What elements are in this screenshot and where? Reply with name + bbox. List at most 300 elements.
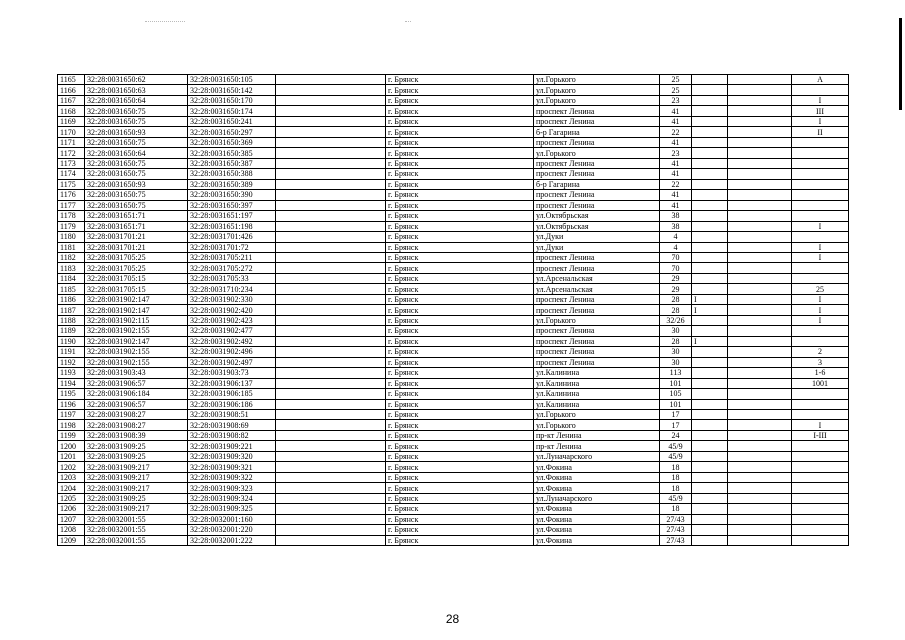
empty-cell (728, 514, 792, 524)
street-cell: ул.Горького (534, 410, 660, 420)
row-number-cell: 1193 (58, 368, 85, 378)
row-number-cell: 1202 (58, 462, 85, 472)
house-number-cell: 41 (660, 158, 692, 168)
table-row (58, 451, 849, 461)
side-mark-cell (692, 106, 728, 116)
empty-cell (276, 127, 386, 137)
premises-cell (792, 399, 849, 409)
side-mark-cell (692, 158, 728, 168)
object-cadastral-number-cell: 32:28:0031902:492 (188, 336, 276, 346)
city-cell: г. Брянск (386, 158, 534, 168)
house-number-cell: 41 (660, 137, 692, 147)
city-cell: г. Брянск (386, 441, 534, 451)
city-cell: г. Брянск (386, 221, 534, 231)
house-number-cell: 41 (660, 200, 692, 210)
empty-cell (276, 148, 386, 158)
row-number-cell: 1195 (58, 389, 85, 399)
object-cadastral-number-cell: 32:28:0031710:234 (188, 284, 276, 294)
table-row (58, 368, 849, 378)
land-cadastral-number-cell: 32:28:0031650:75 (85, 200, 188, 210)
city-cell: г. Брянск (386, 535, 534, 545)
object-cadastral-number-cell: 32:28:0031650:105 (188, 75, 276, 85)
land-cadastral-number-cell: 32:28:0031705:15 (85, 273, 188, 283)
row-number-cell: 1203 (58, 472, 85, 482)
empty-cell (728, 504, 792, 514)
empty-cell (276, 493, 386, 503)
empty-cell (276, 514, 386, 524)
empty-cell (276, 504, 386, 514)
row-number-cell: 1206 (58, 504, 85, 514)
object-cadastral-number-cell: 32:28:0031908:69 (188, 420, 276, 430)
house-number-cell: 45/9 (660, 441, 692, 451)
premises-cell (792, 410, 849, 420)
land-cadastral-number-cell: 32:28:0031909:217 (85, 504, 188, 514)
empty-cell (276, 357, 386, 367)
house-number-cell: 41 (660, 190, 692, 200)
land-cadastral-number-cell: 32:28:0031902:115 (85, 315, 188, 325)
row-number-cell: 1197 (58, 410, 85, 420)
city-cell: г. Брянск (386, 190, 534, 200)
row-number-cell: 1196 (58, 399, 85, 409)
premises-cell: 3 (792, 357, 849, 367)
house-number-cell: 17 (660, 410, 692, 420)
city-cell: г. Брянск (386, 169, 534, 179)
side-mark-cell (692, 190, 728, 200)
empty-cell (728, 420, 792, 430)
table-row (58, 211, 849, 221)
empty-cell (276, 483, 386, 493)
table-row (58, 75, 849, 85)
row-number-cell: 1179 (58, 221, 85, 231)
land-cadastral-number-cell: 32:28:0032001:55 (85, 535, 188, 545)
street-cell: пр-кт Ленина (534, 441, 660, 451)
empty-cell (728, 179, 792, 189)
object-cadastral-number-cell: 32:28:0031650:369 (188, 137, 276, 147)
house-number-cell: 45/9 (660, 451, 692, 461)
empty-cell (728, 190, 792, 200)
side-mark-cell (692, 472, 728, 482)
land-cadastral-number-cell: 32:28:0031903:43 (85, 368, 188, 378)
land-cadastral-number-cell: 32:28:0031701:21 (85, 242, 188, 252)
land-cadastral-number-cell: 32:28:0031650:63 (85, 85, 188, 95)
street-cell: ул.Фокина (534, 483, 660, 493)
house-number-cell: 28 (660, 294, 692, 304)
row-number-cell: 1182 (58, 252, 85, 262)
table-row (58, 525, 849, 535)
object-cadastral-number-cell: 32:28:0031902:477 (188, 326, 276, 336)
empty-cell (276, 75, 386, 85)
registry-rows (58, 75, 849, 546)
empty-cell (276, 95, 386, 105)
row-number-cell: 1166 (58, 85, 85, 95)
city-cell: г. Брянск (386, 148, 534, 158)
row-number-cell: 1207 (58, 514, 85, 524)
land-cadastral-number-cell: 32:28:0031650:93 (85, 179, 188, 189)
house-number-cell: 23 (660, 95, 692, 105)
empty-cell (728, 211, 792, 221)
street-cell: проспект Ленина (534, 305, 660, 315)
empty-cell (728, 242, 792, 252)
premises-cell: I (792, 221, 849, 231)
house-number-cell: 41 (660, 106, 692, 116)
premises-cell: 1-6 (792, 368, 849, 378)
table-row (58, 252, 849, 262)
premises-cell (792, 211, 849, 221)
object-cadastral-number-cell: 32:28:0031651:197 (188, 211, 276, 221)
empty-cell (276, 106, 386, 116)
premises-cell (792, 535, 849, 545)
house-number-cell: 27/43 (660, 514, 692, 524)
city-cell: г. Брянск (386, 430, 534, 440)
house-number-cell: 101 (660, 399, 692, 409)
land-cadastral-number-cell: 32:28:0031909:217 (85, 483, 188, 493)
table-row (58, 106, 849, 116)
city-cell: г. Брянск (386, 493, 534, 503)
city-cell: г. Брянск (386, 127, 534, 137)
premises-cell: 25 (792, 284, 849, 294)
side-mark-cell: I (692, 294, 728, 304)
premises-cell (792, 326, 849, 336)
street-cell: ул.Луначарского (534, 493, 660, 503)
house-number-cell: 101 (660, 378, 692, 388)
row-number-cell: 1172 (58, 148, 85, 158)
empty-cell (728, 389, 792, 399)
table-row (58, 95, 849, 105)
object-cadastral-number-cell: 32:28:0031705:211 (188, 252, 276, 262)
empty-cell (276, 326, 386, 336)
object-cadastral-number-cell: 32:28:0031650:397 (188, 200, 276, 210)
object-cadastral-number-cell: 32:28:0031650:241 (188, 116, 276, 126)
object-cadastral-number-cell: 32:28:0031906:186 (188, 399, 276, 409)
row-number-cell: 1170 (58, 127, 85, 137)
empty-cell (728, 106, 792, 116)
premises-cell: I (792, 294, 849, 304)
house-number-cell: 113 (660, 368, 692, 378)
side-mark-cell (692, 451, 728, 461)
object-cadastral-number-cell: 32:28:0031650:142 (188, 85, 276, 95)
house-number-cell: 18 (660, 504, 692, 514)
empty-cell (276, 200, 386, 210)
empty-cell (728, 535, 792, 545)
premises-cell (792, 483, 849, 493)
object-cadastral-number-cell: 32:28:0031650:170 (188, 95, 276, 105)
table-row (58, 305, 849, 315)
premises-cell (792, 441, 849, 451)
house-number-cell: 45/9 (660, 493, 692, 503)
house-number-cell: 18 (660, 462, 692, 472)
side-mark-cell (692, 95, 728, 105)
empty-cell (728, 399, 792, 409)
empty-cell (728, 252, 792, 262)
city-cell: г. Брянск (386, 137, 534, 147)
table-row (58, 158, 849, 168)
house-number-cell: 28 (660, 336, 692, 346)
house-number-cell: 30 (660, 326, 692, 336)
premises-cell: I (792, 95, 849, 105)
street-cell: ул.Фокина (534, 535, 660, 545)
premises-cell: А (792, 75, 849, 85)
table-row (58, 347, 849, 357)
house-number-cell: 70 (660, 263, 692, 273)
house-number-cell: 29 (660, 273, 692, 283)
empty-cell (728, 378, 792, 388)
house-number-cell: 25 (660, 85, 692, 95)
empty-cell (276, 430, 386, 440)
object-cadastral-number-cell: 32:28:0031650:387 (188, 158, 276, 168)
land-cadastral-number-cell: 32:28:0031650:75 (85, 116, 188, 126)
street-cell: проспект Ленина (534, 116, 660, 126)
side-mark-cell (692, 75, 728, 85)
row-number-cell: 1168 (58, 106, 85, 116)
table-row (58, 242, 849, 252)
side-mark-cell (692, 389, 728, 399)
premises-cell (792, 169, 849, 179)
object-cadastral-number-cell: 32:28:0031650:385 (188, 148, 276, 158)
empty-cell (728, 137, 792, 147)
empty-cell (728, 284, 792, 294)
empty-cell (728, 451, 792, 461)
object-cadastral-number-cell: 32:28:0031651:198 (188, 221, 276, 231)
empty-cell (276, 399, 386, 409)
empty-cell (276, 179, 386, 189)
side-mark-cell (692, 221, 728, 231)
row-number-cell: 1204 (58, 483, 85, 493)
table-row (58, 190, 849, 200)
land-cadastral-number-cell: 32:28:0031908:39 (85, 430, 188, 440)
city-cell: г. Брянск (386, 525, 534, 535)
empty-cell (276, 252, 386, 262)
side-mark-cell (692, 378, 728, 388)
land-cadastral-number-cell: 32:28:0031908:27 (85, 410, 188, 420)
street-cell: проспект Ленина (534, 294, 660, 304)
street-cell: ул.Фокина (534, 472, 660, 482)
object-cadastral-number-cell: 32:28:0031906:137 (188, 378, 276, 388)
street-cell: ул.Калинина (534, 378, 660, 388)
empty-cell (276, 116, 386, 126)
row-number-cell: 1191 (58, 347, 85, 357)
object-cadastral-number-cell: 32:28:0031909:323 (188, 483, 276, 493)
side-mark-cell (692, 211, 728, 221)
premises-cell (792, 472, 849, 482)
land-cadastral-number-cell: 32:28:0031650:64 (85, 148, 188, 158)
street-cell: б-р Гагарина (534, 179, 660, 189)
land-cadastral-number-cell: 32:28:0032001:55 (85, 525, 188, 535)
street-cell: ул.Горького (534, 420, 660, 430)
house-number-cell: 41 (660, 169, 692, 179)
table-row (58, 504, 849, 514)
empty-cell (728, 127, 792, 137)
side-mark-cell (692, 368, 728, 378)
table-row (58, 336, 849, 346)
premises-cell (792, 389, 849, 399)
house-number-cell: 27/43 (660, 525, 692, 535)
side-mark-cell (692, 493, 728, 503)
object-cadastral-number-cell: 32:28:0031902:496 (188, 347, 276, 357)
land-cadastral-number-cell: 32:28:0031902:147 (85, 294, 188, 304)
table-row (58, 294, 849, 304)
city-cell: г. Брянск (386, 85, 534, 95)
land-cadastral-number-cell: 32:28:0031902:155 (85, 347, 188, 357)
house-number-cell: 38 (660, 221, 692, 231)
side-mark-cell (692, 483, 728, 493)
empty-cell (276, 232, 386, 242)
street-cell: ул.Горького (534, 85, 660, 95)
premises-cell: I-III (792, 430, 849, 440)
street-cell: ул.Фокина (534, 514, 660, 524)
empty-cell (276, 85, 386, 95)
side-mark-cell (692, 284, 728, 294)
empty-cell (276, 273, 386, 283)
city-cell: г. Брянск (386, 451, 534, 461)
row-number-cell: 1176 (58, 190, 85, 200)
empty-cell (276, 420, 386, 430)
city-cell: г. Брянск (386, 347, 534, 357)
house-number-cell: 22 (660, 127, 692, 137)
land-cadastral-number-cell: 32:28:0031650:75 (85, 158, 188, 168)
street-cell: проспект Ленина (534, 252, 660, 262)
row-number-cell: 1192 (58, 357, 85, 367)
table-row (58, 430, 849, 440)
table-row (58, 221, 849, 231)
empty-cell (276, 441, 386, 451)
premises-cell (792, 85, 849, 95)
street-cell: ул.Горького (534, 315, 660, 325)
side-mark-cell (692, 535, 728, 545)
empty-cell (728, 347, 792, 357)
table-row (58, 378, 849, 388)
row-number-cell: 1198 (58, 420, 85, 430)
table-row (58, 148, 849, 158)
side-mark-cell (692, 273, 728, 283)
city-cell: г. Брянск (386, 315, 534, 325)
city-cell: г. Брянск (386, 106, 534, 116)
side-mark-cell (692, 347, 728, 357)
row-number-cell: 1167 (58, 95, 85, 105)
table-row (58, 493, 849, 503)
land-cadastral-number-cell: 32:28:0031902:155 (85, 357, 188, 367)
city-cell: г. Брянск (386, 336, 534, 346)
row-number-cell: 1178 (58, 211, 85, 221)
premises-cell (792, 493, 849, 503)
row-number-cell: 1201 (58, 451, 85, 461)
empty-cell (276, 190, 386, 200)
empty-cell (276, 389, 386, 399)
city-cell: г. Брянск (386, 326, 534, 336)
premises-cell: III (792, 106, 849, 116)
house-number-cell: 4 (660, 232, 692, 242)
premises-cell: 1001 (792, 378, 849, 388)
side-mark-cell (692, 252, 728, 262)
city-cell: г. Брянск (386, 242, 534, 252)
land-cadastral-number-cell: 32:28:0031909:25 (85, 441, 188, 451)
object-cadastral-number-cell: 32:28:0031650:389 (188, 179, 276, 189)
street-cell: ул.Дуки (534, 242, 660, 252)
empty-cell (276, 378, 386, 388)
premises-cell: I (792, 315, 849, 325)
land-cadastral-number-cell: 32:28:0031650:64 (85, 95, 188, 105)
empty-cell (276, 525, 386, 535)
empty-cell (728, 326, 792, 336)
object-cadastral-number-cell: 32:28:0031705:33 (188, 273, 276, 283)
object-cadastral-number-cell: 32:28:0031902:330 (188, 294, 276, 304)
object-cadastral-number-cell: 32:28:0031909:320 (188, 451, 276, 461)
street-cell: ул.Луначарского (534, 451, 660, 461)
city-cell: г. Брянск (386, 472, 534, 482)
empty-cell (276, 211, 386, 221)
table-row (58, 137, 849, 147)
street-cell: проспект Ленина (534, 158, 660, 168)
house-number-cell: 25 (660, 75, 692, 85)
premises-cell: I (792, 242, 849, 252)
scan-artifact (145, 21, 185, 23)
empty-cell (728, 263, 792, 273)
empty-cell (276, 535, 386, 545)
row-number-cell: 1180 (58, 232, 85, 242)
row-number-cell: 1181 (58, 242, 85, 252)
row-number-cell: 1177 (58, 200, 85, 210)
object-cadastral-number-cell: 32:28:0031909:322 (188, 472, 276, 482)
house-number-cell: 24 (660, 430, 692, 440)
house-number-cell: 38 (660, 211, 692, 221)
table-row (58, 179, 849, 189)
side-mark-cell (692, 430, 728, 440)
side-mark-cell (692, 148, 728, 158)
premises-cell: II (792, 127, 849, 137)
table-row (58, 232, 849, 242)
side-mark-cell (692, 315, 728, 325)
row-number-cell: 1175 (58, 179, 85, 189)
row-number-cell: 1185 (58, 284, 85, 294)
row-number-cell: 1171 (58, 137, 85, 147)
row-number-cell: 1173 (58, 158, 85, 168)
side-mark-cell (692, 137, 728, 147)
empty-cell (276, 368, 386, 378)
street-cell: ул.Дуки (534, 232, 660, 242)
land-cadastral-number-cell: 32:28:0031705:25 (85, 263, 188, 273)
object-cadastral-number-cell: 32:28:0031903:73 (188, 368, 276, 378)
land-cadastral-number-cell: 32:28:0031705:15 (85, 284, 188, 294)
row-number-cell: 1169 (58, 116, 85, 126)
empty-cell (276, 336, 386, 346)
empty-cell (728, 95, 792, 105)
empty-cell (276, 169, 386, 179)
row-number-cell: 1205 (58, 493, 85, 503)
house-number-cell: 29 (660, 284, 692, 294)
premises-cell (792, 179, 849, 189)
house-number-cell: 23 (660, 148, 692, 158)
object-cadastral-number-cell: 32:28:0031909:321 (188, 462, 276, 472)
empty-cell (276, 263, 386, 273)
house-number-cell: 18 (660, 483, 692, 493)
city-cell: г. Брянск (386, 357, 534, 367)
land-cadastral-number-cell: 32:28:0031651:71 (85, 221, 188, 231)
object-cadastral-number-cell: 32:28:0031902:420 (188, 305, 276, 315)
empty-cell (728, 232, 792, 242)
empty-cell (276, 315, 386, 325)
table-row (58, 200, 849, 210)
empty-cell (728, 200, 792, 210)
house-number-cell: 30 (660, 347, 692, 357)
land-cadastral-number-cell: 32:28:0031906:57 (85, 378, 188, 388)
land-cadastral-number-cell: 32:28:0031650:75 (85, 106, 188, 116)
land-cadastral-number-cell: 32:28:0031902:147 (85, 336, 188, 346)
city-cell: г. Брянск (386, 263, 534, 273)
city-cell: г. Брянск (386, 294, 534, 304)
empty-cell (728, 85, 792, 95)
side-mark-cell (692, 462, 728, 472)
side-mark-cell: I (692, 305, 728, 315)
row-number-cell: 1186 (58, 294, 85, 304)
